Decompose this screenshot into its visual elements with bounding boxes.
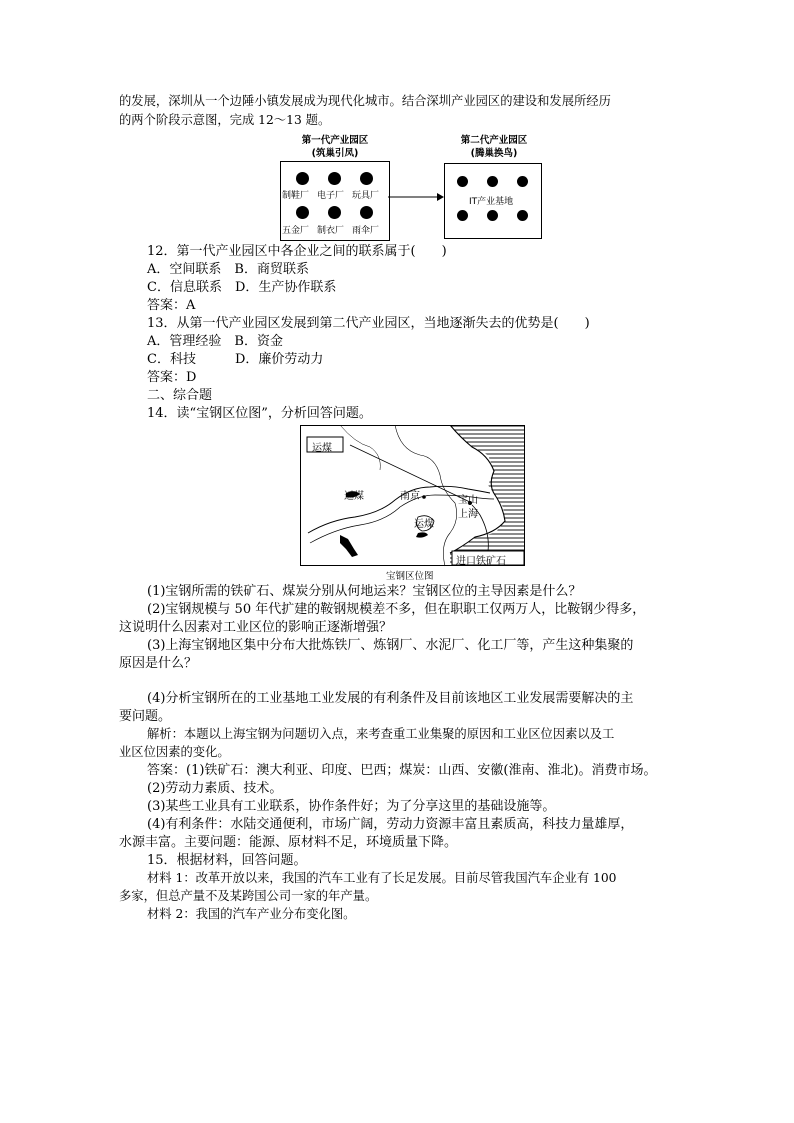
section-heading: 二、综合题 — [147, 388, 213, 403]
q13-options-ab: A．管理经验 B．资金 — [147, 334, 283, 349]
label-baoshan: 宝山 — [458, 495, 478, 506]
q12-options-cd: C．信息联系 D．生产协作联系 — [147, 280, 337, 295]
firm-dot — [517, 176, 528, 187]
answer-14-part-4-line-1: (4)有利条件：水陆交通便利，市场广阔，劳动力资源丰富且素质高，科技力量雄厚， — [147, 817, 634, 832]
factory-label: 五金厂 — [282, 226, 310, 236]
factory-label: 玩具厂 — [352, 191, 380, 201]
factory-dot — [360, 172, 373, 185]
material-1-line-1: 材料 1：改革开放以来，我国的汽车工业有了长足发展。目前尽管我国汽车企业有 100 — [147, 871, 617, 885]
label-nanjing: 南京 — [400, 491, 420, 502]
intro-line-1: 的发展，深圳从一个边陲小镇发展成为现代化城市。结合深圳产业园区的建设和发展所经历 — [119, 94, 611, 108]
factory-label: 制衣厂 — [317, 226, 345, 236]
factory-dot — [328, 172, 341, 185]
firm-dot — [517, 210, 528, 221]
analysis-line-2: 业区位因素的变化。 — [119, 745, 230, 759]
label-shanghai: 上海 — [458, 509, 478, 520]
answer-13: 答案：D — [147, 370, 197, 385]
q12-options-ab: A．空间联系 B．商贸联系 — [147, 262, 309, 277]
factory-dot — [296, 172, 309, 185]
question-13: 13．从第一代产业园区发展到第二代产业园区，当地逐渐失去的优势是( ) — [147, 316, 590, 331]
material-2: 材料 2：我国的汽车产业分布变化图。 — [147, 907, 356, 921]
q14-part-1: (1)宝钢所需的铁矿石、煤炭分别从何地运来？宝钢区位的主导因素是什么？ — [147, 584, 582, 599]
firm-dot — [487, 176, 498, 187]
first-park-box — [280, 161, 390, 241]
second-park-box — [444, 163, 542, 239]
answer-14-part-1: 答案：(1)铁矿石：澳大利亚、印度、巴西；煤炭：山西、安徽(淮南、淮北)。消费市场。 — [147, 763, 657, 778]
intro-line-2: 的两个阶段示意图，完成 12～13 题。 — [119, 113, 331, 127]
q13-options-cd: C．科技 D．廉价劳动力 — [147, 352, 324, 367]
industrial-park-diagram — [280, 130, 550, 242]
second-park-subtitle: (腾巢换鸟) — [470, 148, 518, 159]
first-park-subtitle: (筑巢引凤) — [311, 148, 359, 159]
baosteel-location-map — [300, 425, 526, 581]
question-14: 14．读“宝钢区位图”，分析回答问题。 — [147, 406, 372, 421]
answer-14-part-3: (3)某些工业具有工业联系，协作条件好；为了分享这里的基础设施等。 — [147, 799, 556, 814]
factory-label: 制鞋厂 — [282, 191, 310, 201]
label-iron-import: 进口铁矿石 — [456, 556, 506, 567]
map-caption: 宝钢区位图 — [386, 571, 434, 582]
label-coal-box: 运煤 — [312, 443, 332, 454]
material-1-line-2: 多家，但总产量不及某跨国公司一家的年产量。 — [119, 889, 378, 903]
factory-dot — [328, 206, 341, 219]
answer-12: 答案：A — [147, 298, 196, 313]
question-12: 12．第一代产业园区中各企业之间的联系属于( ) — [147, 244, 447, 259]
first-park-title: 第一代产业园区 — [301, 135, 369, 146]
it-base-label: IT产业基地 — [469, 197, 514, 207]
question-15: 15．根据材料，回答问题。 — [147, 853, 307, 868]
q14-part-2-line-1: (2)宝钢规模与 50 年代扩建的鞍钢规模差不多，但在职职工仅两万人，比鞍钢少得多， — [147, 602, 646, 617]
firm-dot — [457, 210, 468, 221]
second-park-title: 第二代产业园区 — [460, 135, 528, 146]
firm-dot — [487, 210, 498, 221]
q14-part-3-line-2: 原因是什么？ — [119, 656, 198, 671]
q14-part-3-line-1: (3)上海宝钢地区集中分布大批炼铁厂、炼钢厂、水泥厂、化工厂等，产生这种集聚的 — [147, 638, 634, 653]
label-coal-1: 运煤 — [344, 491, 364, 502]
q14-part-2-line-2: 这说明什么因素对工业区位的影响正逐渐增强？ — [119, 620, 393, 635]
arrow-icon — [388, 190, 444, 204]
factory-dot — [296, 206, 309, 219]
factory-label: 雨伞厂 — [352, 226, 380, 236]
answer-14-part-4-line-2: 水源丰富。主要问题：能源、原材料不足，环境质量下降。 — [119, 835, 458, 850]
label-coal-2: 运煤 — [414, 519, 434, 530]
q14-part-4-line-2: 要问题。 — [119, 709, 172, 724]
answer-14-part-2: (2)劳动力素质、技术。 — [147, 781, 283, 796]
analysis-line-1: 解析：本题以上海宝钢为问题切入点，来考查重工业集聚的原因和工业区位因素以及工 — [147, 727, 615, 741]
factory-label: 电子厂 — [317, 191, 345, 201]
firm-dot — [457, 176, 468, 187]
factory-dot — [360, 206, 373, 219]
q14-part-4-line-1: (4)分析宝钢所在的工业基地工业发展的有利条件及目前该地区工业发展需要解决的主 — [147, 691, 634, 706]
